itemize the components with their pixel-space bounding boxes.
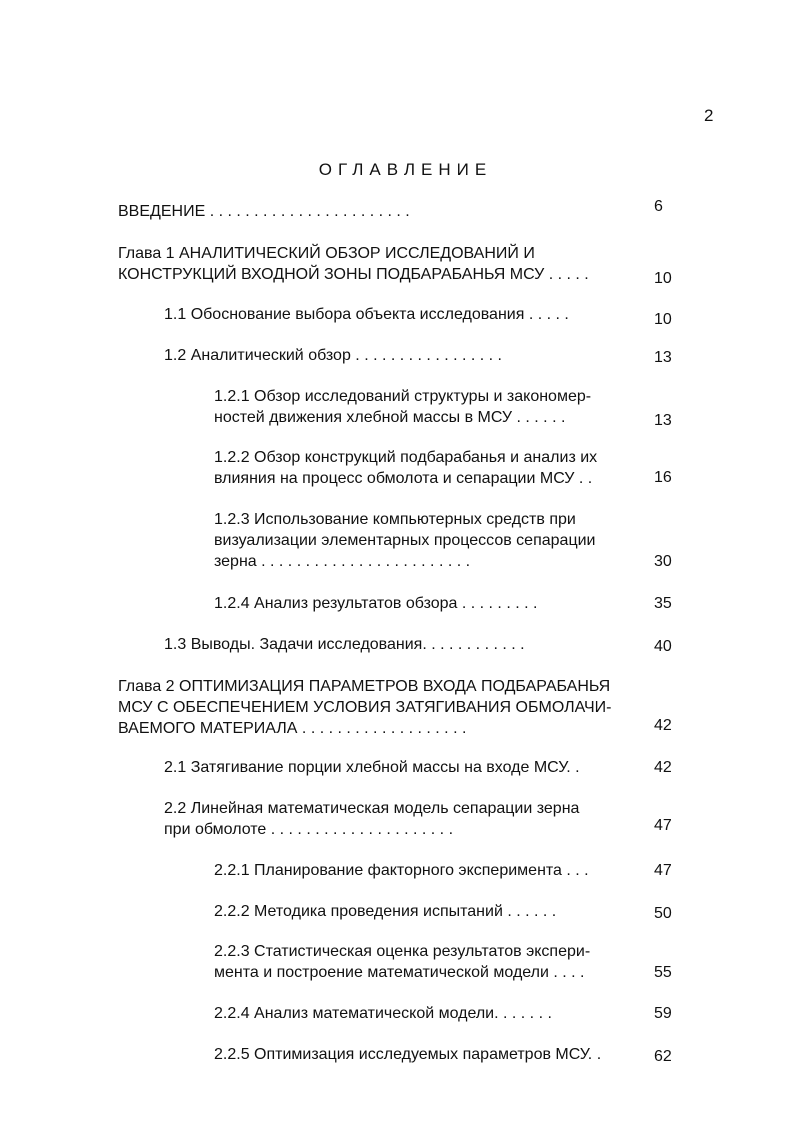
toc-entry-page: 55 [654, 964, 672, 981]
toc-entry-2-2-3 [214, 941, 590, 983]
toc-entry-page: 13 [654, 412, 672, 429]
toc-entry-2-1 [164, 757, 580, 778]
toc-entry-page: 16 [654, 469, 672, 486]
toc-entry-1-2 [164, 345, 502, 366]
toc-entry-line: 1.2.3 Использование компьютерных средств при [214, 511, 576, 528]
toc-entry-2-2 [164, 798, 579, 840]
toc-entry-page: 42 [654, 717, 672, 734]
toc-entry-page: 62 [654, 1048, 672, 1065]
toc-entry-line: МСУ С ОБЕСПЕЧЕНИЕМ УСЛОВИЯ ЗАТЯГИВАНИЯ ОБМОЛАЧИ- [118, 699, 612, 716]
toc-entry-2-2-2 [214, 901, 556, 922]
toc-entry-page: 35 [654, 595, 672, 612]
toc-entry-line: 2.1 Затягивание порции хлебной массы на входе МСУ. . [164, 759, 580, 776]
toc-entry-1-2-2 [214, 447, 597, 489]
toc-entry-1-2-3 [214, 509, 595, 572]
toc-entry-line: 1.2 Аналитический обзор . . . . . . . . . . . . . . . . . [164, 347, 502, 364]
toc-entry-line: при обмолоте . . . . . . . . . . . . . . . . . . . . . [164, 821, 454, 838]
toc-entry-line: 2.2.2 Методика проведения испытаний . . . . . . [214, 903, 557, 920]
toc-entry-line: КОНСТРУКЦИЙ ВХОДНОЙ ЗОНЫ ПОДБАРАБАНЬЯ МСУ . . . . . [118, 266, 589, 283]
toc-entry-2-2-5 [214, 1044, 601, 1065]
toc-entry-line: 1.2.4 Анализ результатов обзора . . . . . . . . . [214, 595, 538, 612]
toc-entry-line: 2.2.1 Планирование факторного эксперимента . . . [214, 862, 589, 879]
toc-entry-line: 2.2.4 Анализ математической модели. . . . . . . [214, 1005, 552, 1022]
toc-entry-chapter-2 [118, 676, 612, 739]
toc-entry-1-1 [164, 304, 569, 325]
toc-entry-page: 42 [654, 759, 672, 776]
toc-entry-1-2-1 [214, 386, 591, 428]
page-number: 2 [704, 106, 714, 125]
toc-entry-line: Глава 1 АНАЛИТИЧЕСКИЙ ОБЗОР ИССЛЕДОВАНИЙ И [118, 245, 535, 262]
toc-entry-page: 40 [654, 638, 672, 655]
toc-entry-1-3 [164, 634, 525, 655]
toc-entry-line: 1.1 Обоснование выбора объекта исследования . . . . . [164, 306, 569, 323]
toc-entry-line: ВАЕМОГО МАТЕРИАЛА . . . . . . . . . . . . . . . . . . . [118, 720, 467, 737]
toc-entry-page: 6 [654, 198, 663, 215]
toc-entry-line: ВВЕДЕНИЕ . . . . . . . . . . . . . . . . . . . . . . . [118, 203, 410, 220]
toc-entry-line: 2.2.3 Статистическая оценка результатов экспери- [214, 943, 591, 960]
toc-entry-line: Глава 2 ОПТИМИЗАЦИЯ ПАРАМЕТРОВ ВХОДА ПОДБАРАБАНЬЯ [118, 678, 611, 695]
toc-entry-page: 30 [654, 553, 672, 570]
toc-entry-line: ностей движения хлебной массы в МСУ . . . . . . [214, 409, 566, 426]
toc-entry-line: 1.2.1 Обзор исследований структуры и закономер- [214, 388, 592, 405]
toc-entry-introduction [118, 201, 410, 222]
toc-entry-2-2-1 [214, 860, 589, 881]
toc-entry-page: 59 [654, 1005, 672, 1022]
toc-entry-line: мента и построение математической модели . . . . [214, 964, 585, 981]
toc-entry-page: 47 [654, 862, 672, 879]
toc-entry-line: зерна . . . . . . . . . . . . . . . . . . . . . . . . [214, 553, 471, 570]
toc-entry-chapter-1 [118, 243, 589, 285]
toc-entry-line: 2.2 Линейная математическая модель сепарации зерна [164, 800, 580, 817]
toc-title: ОГЛАВЛЕНИЕ [318, 160, 493, 179]
toc-entry-page: 13 [654, 349, 672, 366]
toc-entry-page: 50 [654, 905, 672, 922]
toc-entry-2-2-4 [214, 1003, 552, 1024]
toc-entry-line: визуализации элементарных процессов сепарации [214, 532, 596, 549]
toc-entry-line: влияния на процесс обмолота и сепарации МСУ . . [214, 470, 593, 487]
toc-entry-line: 1.3 Выводы. Задачи исследования. . . . . . . . . . . . [164, 636, 525, 653]
toc-entry-page: 10 [654, 311, 672, 328]
toc-entry-page: 47 [654, 817, 672, 834]
toc-entry-line: 2.2.5 Оптимизация исследуемых параметров МСУ. . [214, 1046, 602, 1063]
toc-entry-page: 10 [654, 270, 672, 287]
toc-entry-line: 1.2.2 Обзор конструкций подбарабанья и анализ их [214, 449, 598, 466]
toc-entry-1-2-4 [214, 593, 537, 614]
